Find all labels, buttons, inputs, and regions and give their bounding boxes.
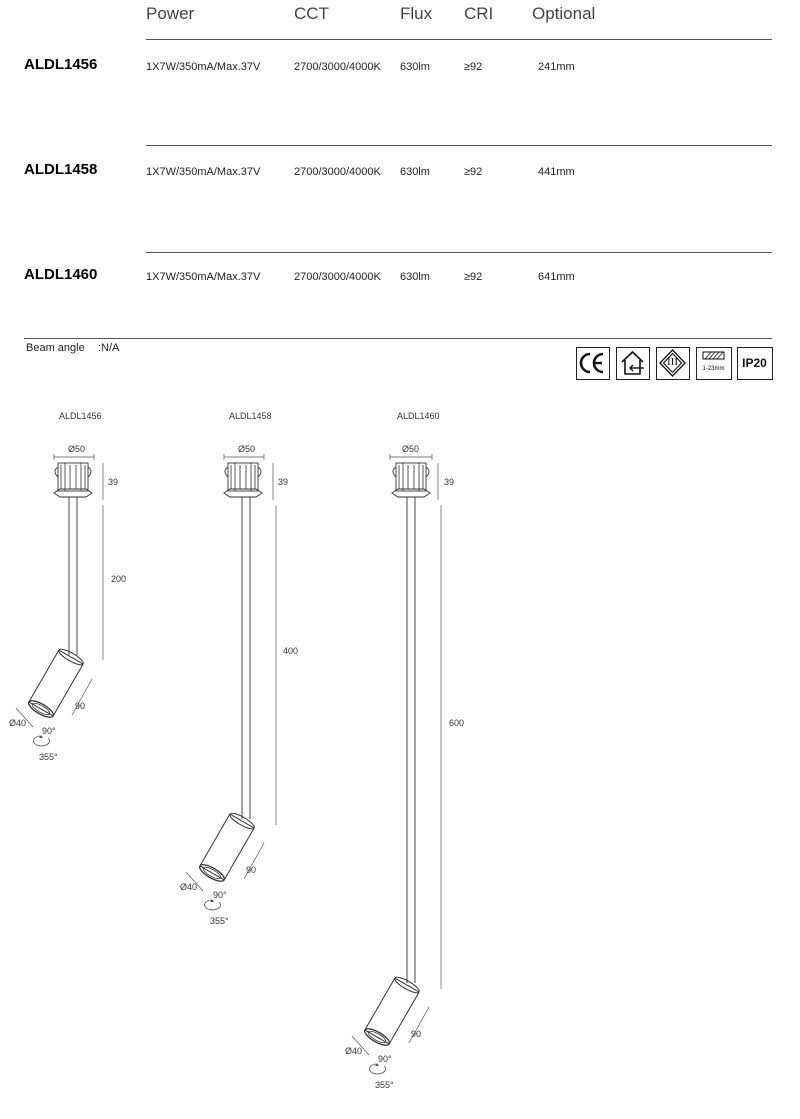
row-cct: 2700/3000/4000K <box>294 166 381 178</box>
rotation-angle-label: 355° <box>210 916 229 926</box>
table-divider <box>146 145 772 146</box>
header-optional: Optional <box>532 4 596 23</box>
row-flux: 630lm <box>400 271 430 283</box>
lens-diameter-label: Ø40 <box>180 882 198 892</box>
row-power: 1X7W/350mA/Max.37V <box>146 166 261 178</box>
table-divider <box>146 39 772 40</box>
tilt-angle-label: 90° <box>42 726 56 736</box>
row-cct: 2700/3000/4000K <box>294 61 381 73</box>
cutout-range-label: 1-23mm <box>702 366 725 372</box>
row-cri: ≥92 <box>464 166 483 178</box>
stem-length-label: 600 <box>449 718 465 728</box>
ce-mark-icon <box>576 347 610 380</box>
body-length-label: 90 <box>246 865 257 875</box>
row-flux: 630lm <box>400 61 430 73</box>
drawing-title: ALDL1458 <box>229 411 272 421</box>
ceiling-cutout-icon <box>696 347 732 380</box>
body-length-label: 90 <box>75 701 86 711</box>
tilt-angle-label: 90° <box>213 890 227 900</box>
row-optional: 641mm <box>538 271 575 283</box>
row-optional: 441mm <box>538 166 575 178</box>
beam-angle-value: :N/A <box>98 342 120 354</box>
lens-diameter-label: Ø40 <box>9 718 27 728</box>
stem-length-label: 200 <box>111 574 127 584</box>
lens-diameter-label: Ø40 <box>345 1046 363 1056</box>
ip-rating-label: IP20 <box>742 356 767 370</box>
section-divider <box>24 338 772 339</box>
header-cri: CRI <box>464 4 494 23</box>
class-iii-label: III <box>667 356 678 368</box>
header-flux: Flux <box>400 4 433 23</box>
row-cri: ≥92 <box>464 61 483 73</box>
row-model: ALDL1460 <box>24 266 98 283</box>
rotation-angle-label: 355° <box>39 752 58 762</box>
head-height-label: 39 <box>108 477 119 487</box>
row-optional: 241mm <box>538 61 575 73</box>
drawing-aldl1458 <box>170 405 320 935</box>
drawing-title: ALDL1456 <box>59 411 102 421</box>
row-power: 1X7W/350mA/Max.37V <box>146 61 261 73</box>
rotation-angle-label: 355° <box>375 1080 394 1090</box>
table-divider <box>146 252 772 253</box>
drawing-aldl1460 <box>338 405 488 1100</box>
beam-angle-label: Beam angle <box>26 342 85 354</box>
head-diameter-label: Ø50 <box>402 444 420 454</box>
row-cri: ≥92 <box>464 271 483 283</box>
stem-length-label: 400 <box>283 646 299 656</box>
indoor-use-icon <box>616 347 650 380</box>
head-diameter-label: Ø50 <box>238 444 256 454</box>
body-length-label: 90 <box>411 1029 422 1039</box>
row-model: ALDL1458 <box>24 161 98 178</box>
drawing-aldl1456 <box>0 405 150 775</box>
ip20-icon <box>737 347 773 380</box>
row-flux: 630lm <box>400 166 430 178</box>
drawing-title: ALDL1460 <box>397 411 440 421</box>
header-cct: CCT <box>294 4 329 23</box>
class-iii-icon <box>656 347 690 380</box>
row-power: 1X7W/350mA/Max.37V <box>146 271 261 283</box>
row-cct: 2700/3000/4000K <box>294 271 381 283</box>
head-height-label: 39 <box>278 477 289 487</box>
row-model: ALDL1456 <box>24 56 98 73</box>
head-height-label: 39 <box>444 477 455 487</box>
header-power: Power <box>146 4 195 23</box>
head-diameter-label: Ø50 <box>68 444 86 454</box>
tilt-angle-label: 90° <box>378 1054 392 1064</box>
